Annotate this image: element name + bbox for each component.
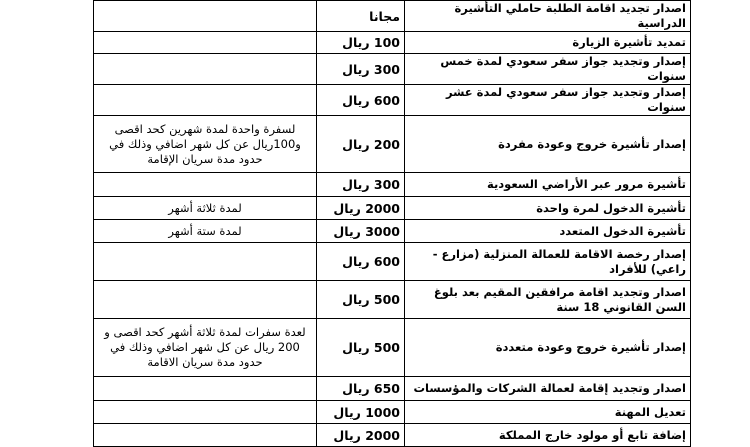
table-row xyxy=(94,32,691,54)
note-cell xyxy=(94,281,317,319)
note-cell xyxy=(94,1,317,32)
fee-cell: 2000 ريال xyxy=(317,424,405,447)
service-cell: إصدار وتجديد جواز سفر سعودي لمدة عشر سنوات xyxy=(405,85,691,116)
table-row xyxy=(94,220,691,243)
note-cell xyxy=(94,173,317,197)
service-cell: اصدار وتجديد اقامة مرافقين المقيم بعد بلوغ السن القانوني 18 سنة xyxy=(405,281,691,319)
service-cell: تأشيرة الدخول لمرة واحدة xyxy=(405,197,691,220)
service-cell: إضافة تابع أو مولود خارج المملكة xyxy=(405,424,691,447)
service-cell: اصدار تجديد اقامة الطلبة حاملي التأشيرة الدراسية xyxy=(405,1,691,32)
table-row xyxy=(94,173,691,197)
fee-cell: 500 ريال xyxy=(317,319,405,377)
fee-cell: 100 ريال xyxy=(317,32,405,54)
service-cell: إصدار رخصة الاقامة للعمالة المنزلية (مزارع - راعي) للأفراد xyxy=(405,243,691,281)
table-row xyxy=(94,424,691,447)
service-cell: تأشيرة الدخول المتعدد xyxy=(405,220,691,243)
fee-cell: 600 ريال xyxy=(317,85,405,116)
table-row xyxy=(94,1,691,32)
service-cell: إصدار تأشيرة خروج وعودة متعددة xyxy=(405,319,691,377)
note-cell xyxy=(94,32,317,54)
table-row xyxy=(94,401,691,424)
note-cell xyxy=(94,243,317,281)
fee-cell: 600 ريال xyxy=(317,243,405,281)
note-cell: لمدة ثلاثة أشهر xyxy=(94,197,317,220)
fee-cell: 650 ريال xyxy=(317,377,405,401)
table-row xyxy=(94,281,691,319)
service-cell: تمديد تأشيرة الزيارة xyxy=(405,32,691,54)
fee-cell: 3000 ريال xyxy=(317,220,405,243)
service-cell: اصدار وتجديد إقامة لعمالة الشركات والمؤسسات xyxy=(405,377,691,401)
service-cell: إصدار تأشيرة خروج وعودة مفردة xyxy=(405,116,691,173)
note-cell xyxy=(94,377,317,401)
fee-cell: 500 ريال xyxy=(317,281,405,319)
fee-cell: 1000 ريال xyxy=(317,401,405,424)
service-cell: إصدار وتجديد جواز سفر سعودي لمدة خمس سنوات xyxy=(405,54,691,85)
note-cell: لمدة ستة أشهر xyxy=(94,220,317,243)
table-row xyxy=(94,116,691,173)
table-row xyxy=(94,197,691,220)
service-cell: تعديل المهنة xyxy=(405,401,691,424)
table-row xyxy=(94,377,691,401)
service-cell: تأشيرة مرور عبر الأراضي السعودية xyxy=(405,173,691,197)
fees-table xyxy=(93,0,691,447)
note-cell xyxy=(94,85,317,116)
fee-cell: 2000 ريال xyxy=(317,197,405,220)
note-cell: لعدة سفرات لمدة ثلاثة أشهر كحد اقصى و 200 ريال عن كل شهر اضافي وذلك في حدود مدة سريان الاقامة xyxy=(94,319,317,377)
fee-cell: 300 ريال xyxy=(317,173,405,197)
note-cell xyxy=(94,424,317,447)
note-cell xyxy=(94,401,317,424)
fee-cell: 200 ريال xyxy=(317,116,405,173)
note-cell: لسفرة واحدة لمدة شهرين كحد اقصى و100ريال عن كل شهر اضافي وذلك في حدود مدة سريان الإقامة xyxy=(94,116,317,173)
table-row xyxy=(94,85,691,116)
note-cell xyxy=(94,54,317,85)
table-row xyxy=(94,54,691,85)
table-row xyxy=(94,243,691,281)
fee-cell: 300 ريال xyxy=(317,54,405,85)
fee-cell: مجانا xyxy=(317,1,405,32)
table-row xyxy=(94,319,691,377)
